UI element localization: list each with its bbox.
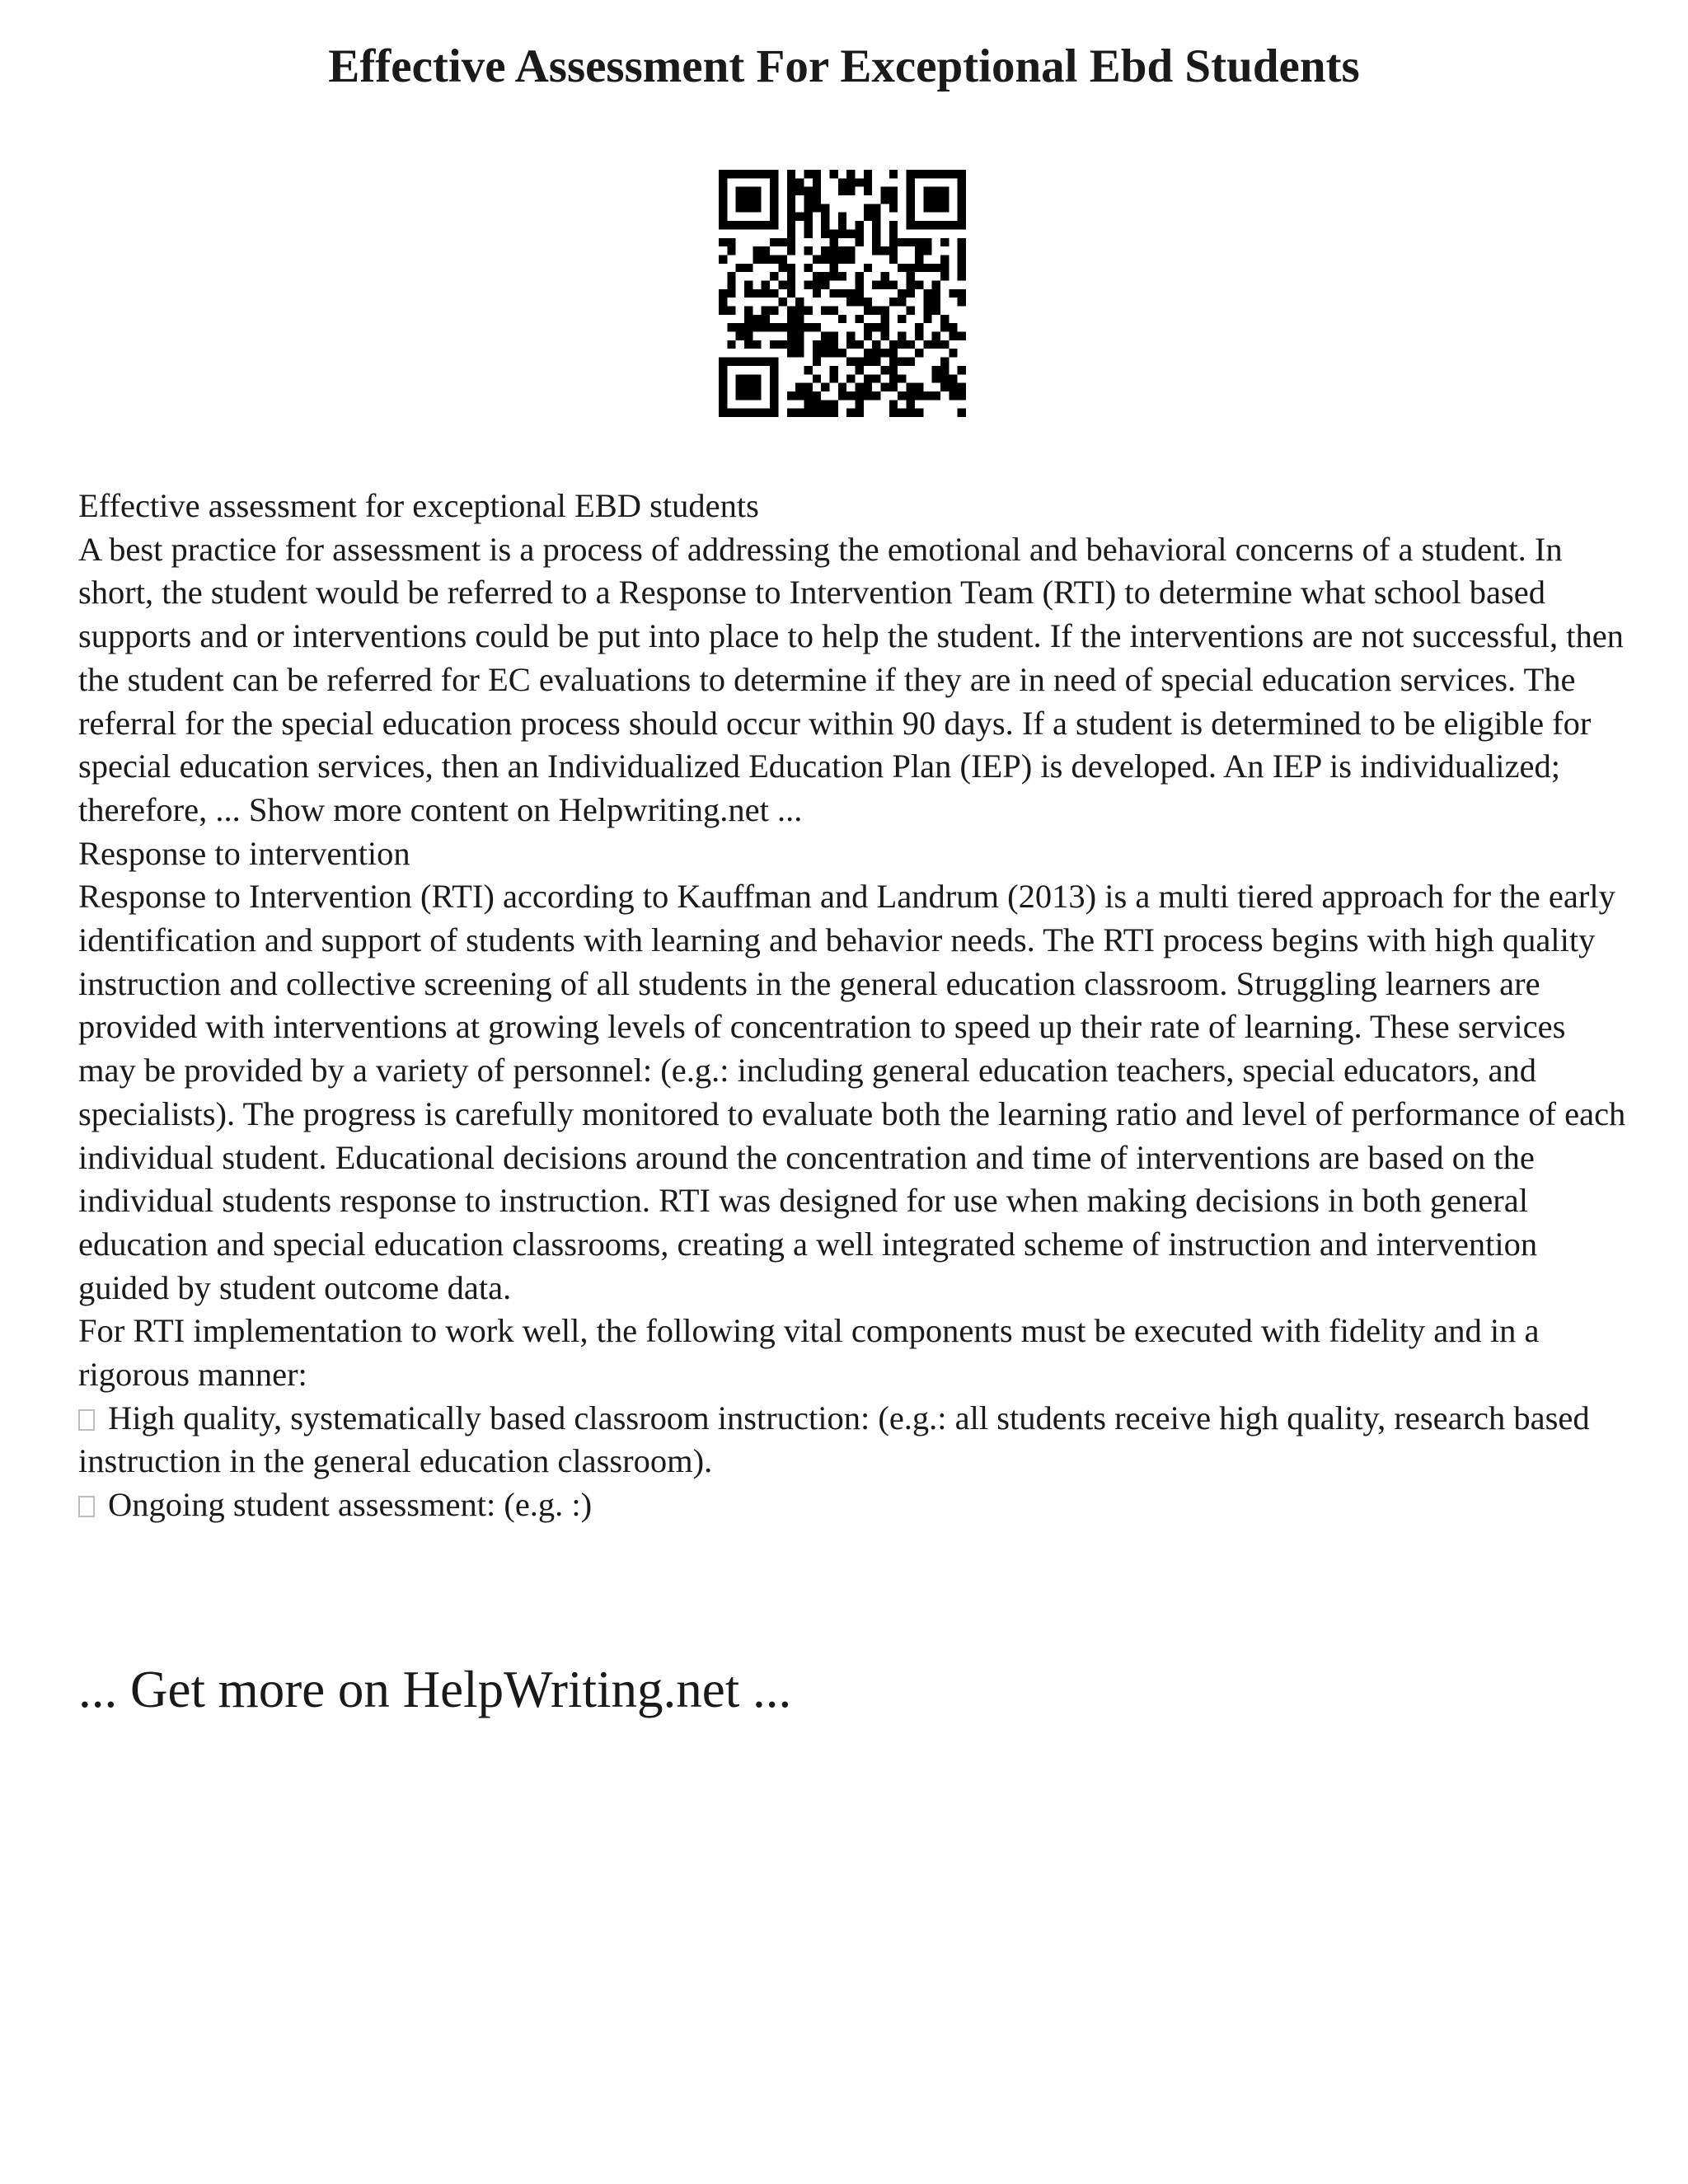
bullet-text: Ongoing student assessment: (e.g. :): [108, 1486, 593, 1524]
section-heading-assessment: Effective assessment for exceptional EBD students: [78, 487, 759, 524]
bullet-item: [78, 1483, 1628, 1527]
bullet-box-icon: [78, 1409, 95, 1431]
section-heading-rti: Response to intervention: [78, 834, 410, 872]
page-title: Effective Assessment For Exceptional Ebd Students: [328, 40, 1360, 92]
bullet-text: High quality, systematically based classroom instruction: (e.g.: all students receive high quality, research based instruction in the general education classroom).: [78, 1399, 1590, 1480]
paragraph-best-practice: A best practice for assessment is a process of addressing the emotional and behavioral concerns of a student. In short, the student would be referred to a Response to Intervention Team (RTI) to determine what school based supports and or interventions could be put into place to help the student. If the interventions are not successful, then the student can be referred for EC evaluations to determine if they are in need of special education services. The referral for the special education process should occur within 90 days. If a student is determined to be eligible for special education services, then an Individualized Education Plan (IEP) is developed. An IEP is individualized; therefore, ... Show more content on Helpwriting.net ...: [78, 530, 1624, 828]
bullet-box-icon: [78, 1496, 95, 1517]
document-body: [78, 485, 1628, 1527]
paragraph-rti-description: Response to Intervention (RTI) according to Kauffman and Landrum (2013) is a multi tiered approach for the early identification and support of students with learning and behavior needs. The RTI process begins with high quality instruction and collective screening of all students in the general education classroom. Struggling learners are provided with interventions at growing levels of concentration to speed up their rate of learning. These services may be provided by a variety of personnel: (e.g.: including general education teachers, special educators, and specialists). The progress is carefully monitored to evaluate both the learning ratio and level of performance of each individual student. Educational decisions around the concentration and time of interventions are based on the individual students response to instruction. RTI was designed for use when making decisions in both general education and special education classrooms, creating a well integrated scheme of instruction and intervention guided by student outcome data.: [78, 878, 1626, 1306]
get-more-link[interactable]: ... Get more on HelpWriting.net ...: [78, 1661, 792, 1718]
bullet-item: [78, 1397, 1628, 1483]
qr-code-icon: [719, 170, 966, 417]
paragraph-rti-components: For RTI implementation to work well, the following vital components must be executed with fidelity and in a rigorous manner:: [78, 1312, 1540, 1394]
